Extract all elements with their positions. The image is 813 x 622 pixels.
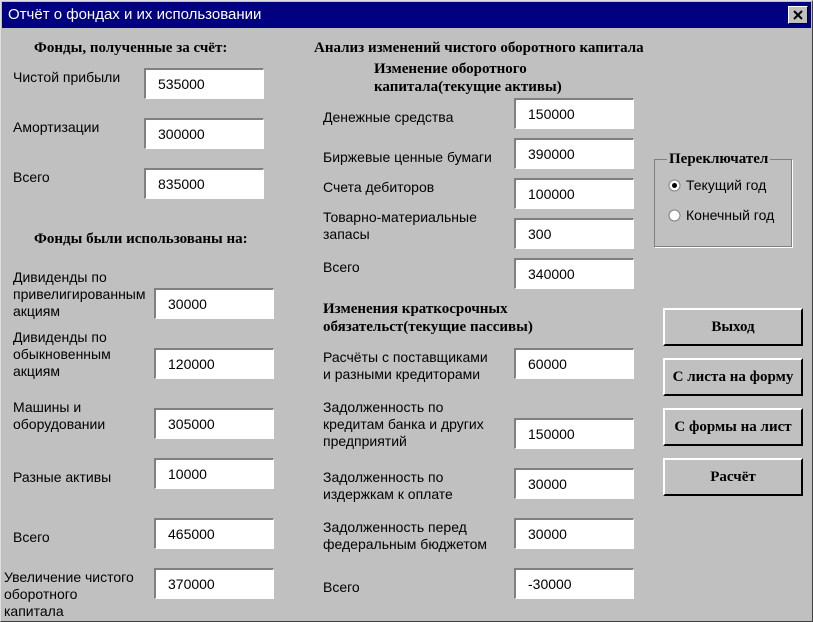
funds-received-total-input[interactable]	[144, 168, 264, 199]
form-to-sheet-button[interactable]: С формы на лист	[663, 408, 803, 446]
common-dividends-label: Дивиденды по обыкновенным акциям	[13, 329, 111, 379]
net-profit-label: Чистой прибыли	[13, 69, 121, 85]
machinery-label: Машины и оборудовании	[13, 399, 106, 432]
preferred-dividends-label: Дивиденды по привелигированным акциям	[13, 269, 146, 319]
accrued-expenses-input[interactable]	[514, 468, 634, 499]
cash-label: Денежные средства	[323, 109, 454, 125]
close-button[interactable]	[788, 6, 808, 24]
preferred-dividends-input[interactable]	[154, 288, 274, 319]
radio-current-year-label: Текущий год	[686, 177, 767, 193]
funds-received-heading: Фонды, полученные за счёт:	[34, 40, 228, 56]
window-title: Отчёт о фондах и их использовании	[8, 6, 262, 23]
funds-received-total-label: Всего	[13, 169, 50, 185]
funds-used-total-input[interactable]	[154, 518, 274, 549]
radio-final-year[interactable]	[668, 207, 778, 225]
current-liabilities-heading: Изменения краткосрочных обязательст(текущие пассивы)	[323, 301, 533, 335]
funds-used-heading: Фонды были использованы на:	[34, 231, 248, 247]
receivables-input[interactable]	[514, 178, 634, 209]
current-assets-heading: Изменение оборотного капитала(текущие активы)	[374, 61, 562, 95]
current-liabilities-total-label: Всего	[323, 579, 360, 595]
inventory-input[interactable]	[514, 218, 634, 249]
inventory-label: Товарно-материальные запасы	[323, 209, 477, 242]
current-assets-total-input[interactable]	[514, 258, 634, 289]
title-bar	[2, 2, 811, 28]
close-icon	[793, 10, 803, 20]
current-assets-total-label: Всего	[323, 259, 360, 275]
securities-label: Биржевые ценные бумаги	[323, 149, 492, 165]
suppliers-input[interactable]	[514, 348, 634, 379]
wc-increase-label: Увеличение чистого оборотного капитала	[4, 569, 134, 619]
accrued-expenses-label: Задолженность по издержкам к оплате	[323, 469, 453, 502]
other-assets-input[interactable]	[154, 458, 274, 489]
net-profit-input[interactable]	[144, 68, 264, 99]
common-dividends-input[interactable]	[154, 348, 274, 379]
federal-budget-input[interactable]	[514, 518, 634, 549]
calculate-button[interactable]: Расчёт	[663, 458, 803, 496]
other-assets-label: Разные активы	[13, 469, 112, 485]
year-switch-title: Переключател	[669, 151, 769, 167]
radio-current-year[interactable]	[668, 177, 778, 195]
radio-unselected-icon	[668, 209, 681, 222]
bank-debt-label: Задолженность по кредитам банка и других предприятий	[323, 399, 484, 449]
year-switch-group	[654, 159, 792, 247]
radio-selected-icon	[668, 179, 681, 192]
depreciation-label: Амортизации	[13, 119, 100, 135]
exit-button[interactable]: Выход	[663, 308, 803, 346]
receivables-label: Счета дебиторов	[323, 179, 435, 195]
machinery-input[interactable]	[154, 408, 274, 439]
current-liabilities-total-input[interactable]	[514, 568, 634, 599]
bank-debt-input[interactable]	[514, 418, 634, 449]
cash-input[interactable]	[514, 98, 634, 129]
depreciation-input[interactable]	[144, 118, 264, 149]
analysis-heading: Анализ изменений чистого оборотного капитала	[314, 40, 644, 56]
sheet-to-form-button[interactable]: С листа на форму	[663, 358, 803, 396]
wc-increase-input[interactable]	[154, 568, 274, 599]
suppliers-label: Расчёты с поставщиками и разными кредиторами	[323, 349, 488, 382]
funds-used-total-label: Всего	[13, 529, 50, 545]
radio-final-year-label: Конечный год	[686, 207, 775, 223]
federal-budget-label: Задолженность перед федеральным бюджетом	[323, 519, 488, 552]
securities-input[interactable]	[514, 138, 634, 169]
